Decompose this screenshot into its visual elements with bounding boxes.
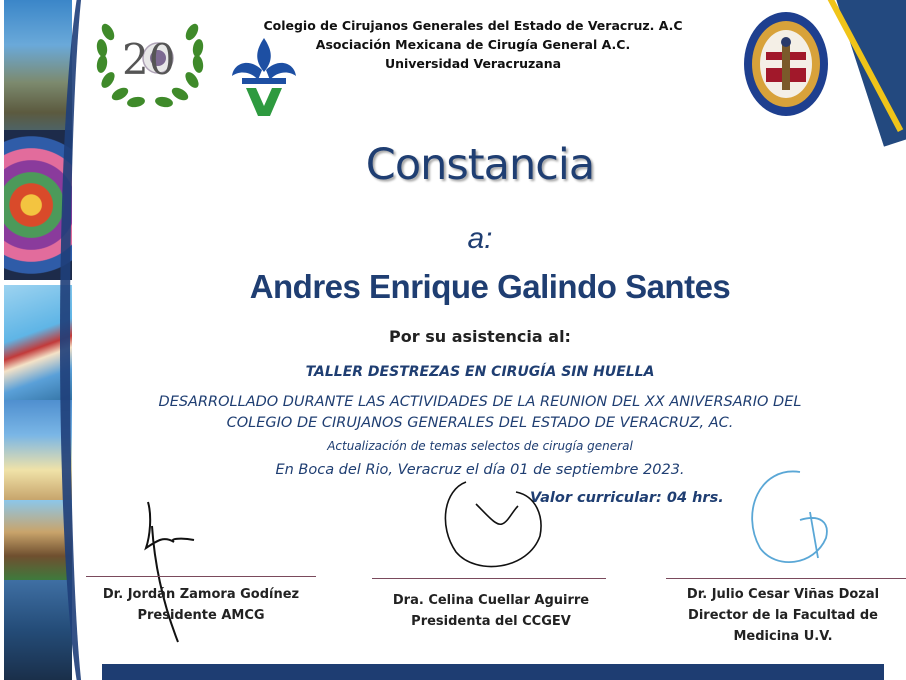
reason-text: Por su asistencia al: xyxy=(389,327,571,346)
curricular-value: Valor curricular: 04 hrs. xyxy=(530,490,724,506)
signature-line-2 xyxy=(372,578,606,579)
signatory-1-name: Dr. Jordán Zamora Godínez xyxy=(102,587,300,602)
place-date: En Boca del Rio, Veracruz el día 01 de septiembre 2023. xyxy=(275,462,685,478)
signature-2 xyxy=(436,476,546,576)
signature-line-3 xyxy=(666,578,906,579)
signatory-3-role-line2: Medicina U.V. xyxy=(733,629,833,644)
signatory-2 xyxy=(366,590,616,632)
description-line1: DESARROLLADO DURANTE LAS ACTIVIDADES DE LA REUNION DEL XX ANIVERSARIO DEL xyxy=(158,394,802,410)
pyramid-photo xyxy=(4,0,72,150)
certificate-title: Constancia xyxy=(365,140,595,190)
description-line2: COLEGIO DE CIRUJANOS GENERALES DEL ESTADO DE VERACRUZ, AC. xyxy=(226,415,734,431)
signatory-3-name: Dr. Julio Cesar Viñas Dozal xyxy=(686,587,880,602)
beach-photo xyxy=(4,500,72,580)
header-org1: Colegio de Cirujanos Generales del Estado de Veracruz. A.C xyxy=(263,18,683,33)
signature-line-1 xyxy=(86,576,316,577)
description xyxy=(110,392,850,434)
coast-photo xyxy=(4,580,72,680)
bottom-bar xyxy=(102,664,884,680)
signatory-2-name: Dra. Celina Cuellar Aguirre xyxy=(392,593,590,608)
topic-text: Actualización de temas selectos de cirugía general xyxy=(327,439,633,453)
recipient-name: Andres Enrique Galindo Santes xyxy=(249,268,731,305)
amcg-seal-icon xyxy=(742,10,830,118)
header-org2: Asociación Mexicana de Cirugía General A.C. xyxy=(315,37,631,52)
signatory-1-role: Presidente AMCG xyxy=(137,608,265,623)
svg-text:20: 20 xyxy=(122,35,176,84)
corner-decoration xyxy=(836,0,906,140)
signature-3 xyxy=(730,462,842,574)
institution-header xyxy=(256,16,690,73)
signatory-2-role: Presidenta del CCGEV xyxy=(411,614,571,629)
to-label: a: xyxy=(467,222,493,255)
laurel-anniversary-icon xyxy=(88,12,212,112)
header-org3: Universidad Veracruzana xyxy=(384,56,562,71)
signatory-1 xyxy=(66,584,336,626)
workshop-name: TALLER DESTREZAS EN CIRUGÍA SIN HUELLA xyxy=(305,364,655,380)
signatory-3 xyxy=(660,584,906,647)
signatory-3-role-line1: Director de la Facultad de xyxy=(688,608,878,623)
